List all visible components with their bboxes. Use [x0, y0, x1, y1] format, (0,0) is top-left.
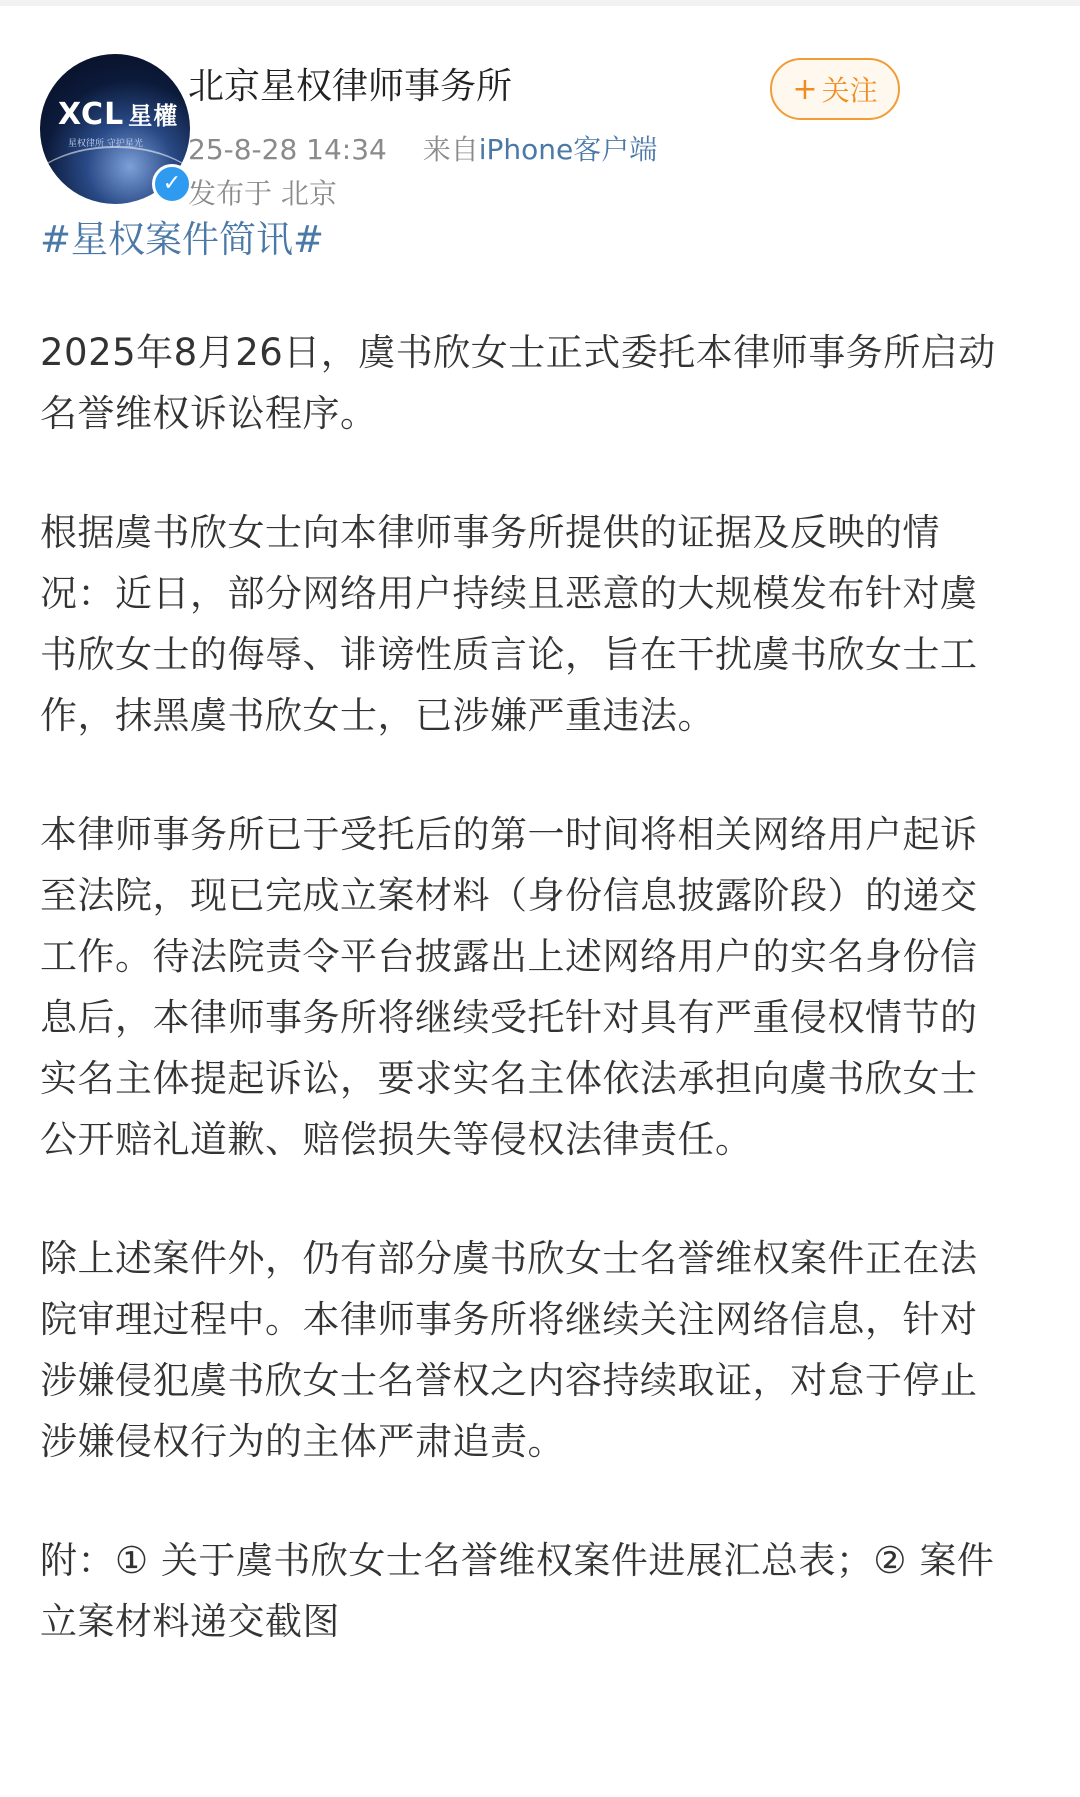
post-meta — [188, 128, 657, 168]
post-location: 发布于 北京 — [188, 177, 337, 210]
post-paragraph-2: 根据虞书欣女士向本律师事务所提供的证据及反映的情况：近日，部分网络用户持续且恶意的大规模发布针对虞书欣女士的侮辱、诽谤性质言论，旨在干扰虞书欣女士工作，抹黑虞书欣女士，已涉嫌严重违法。 — [40, 511, 978, 737]
follow-button-label: 关注 — [821, 74, 878, 107]
post-paragraph-4: 除上述案件外，仍有部分虞书欣女士名誉维权案件正在法院审理过程中。本律师事务所将继续关注网络信息，针对涉嫌侵犯虞书欣女士名誉权之内容持续取证，对怠于停止涉嫌侵权行为的主体严肃追责。 — [40, 1237, 978, 1463]
top-divider — [0, 0, 1080, 6]
post-content — [40, 212, 1040, 1652]
post-header — [40, 54, 1040, 224]
avatar-container[interactable] — [40, 54, 190, 204]
topic-hashtag-link[interactable]: #星权案件简讯# — [40, 218, 325, 261]
post-paragraph-3: 本律师事务所已于受托后的第一时间将相关网络用户起诉至法院，现已完成立案材料（身份信息披露阶段）的递交工作。待法院责令平台披露出上述网络用户的实名身份信息后，本律师事务所将继续受托针对具有严重侵权情节的实名主体提起诉讼，要求实名主体依法承担向虞书欣女士公开赔礼道歉、赔偿损失等侵权法律责任。 — [40, 813, 978, 1161]
avatar-subtitle: 星权律所 守护星光 — [68, 139, 143, 149]
post-timestamp: 25-8-28 14:34 — [188, 133, 387, 166]
post-source-link[interactable]: iPhone客户端 — [478, 133, 658, 166]
follow-button[interactable] — [770, 58, 900, 120]
plus-icon: + — [792, 71, 818, 107]
post-paragraph-attachments: 附：① 关于虞书欣女士名誉维权案件进展汇总表；② 案件立案材料递交截图 — [40, 1539, 995, 1643]
post-paragraph-1: 2025年8月26日，虞书欣女士正式委托本律师事务所启动名誉维权诉讼程序。 — [40, 331, 996, 435]
source-prefix: 来自 — [422, 133, 479, 166]
account-name[interactable]: 北京星权律师事务所 — [188, 66, 513, 107]
avatar-brand-text: XCL 星權 — [58, 97, 179, 132]
verified-badge-icon: ✓ — [152, 164, 192, 204]
